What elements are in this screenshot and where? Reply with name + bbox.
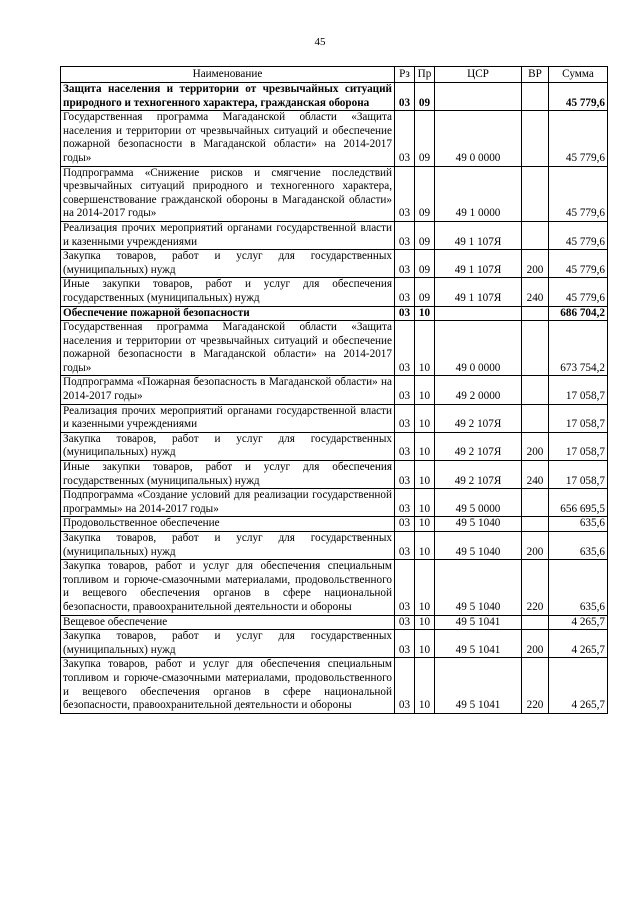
cell-csr bbox=[435, 83, 522, 111]
cell-name: Иные закупки товаров, работ и услуг для обеспечения государственных (муниципальных) нужд bbox=[61, 278, 395, 306]
cell-name: Закупка товаров, работ и услуг для государственных (муниципальных) нужд bbox=[61, 532, 395, 560]
cell-name: Закупка товаров, работ и услуг для государственных (муниципальных) нужд bbox=[61, 250, 395, 278]
cell-pr: 10 bbox=[415, 404, 435, 432]
table-row bbox=[61, 615, 608, 630]
table-row bbox=[61, 517, 608, 532]
cell-pr: 09 bbox=[415, 250, 435, 278]
cell-vr bbox=[522, 517, 549, 532]
cell-name: Подпрограмма «Снижение рисков и смягчение последствий чрезвычайных ситуаций природного и техногенного характера, совершенствование гражданской обороны в Магаданской области» на 2014-2017 годы» bbox=[61, 166, 395, 221]
cell-vr bbox=[522, 376, 549, 404]
cell-sum: 656 695,5 bbox=[549, 489, 608, 517]
cell-vr: 200 bbox=[522, 250, 549, 278]
cell-sum: 45 779,6 bbox=[549, 166, 608, 221]
cell-sum: 45 779,6 bbox=[549, 221, 608, 249]
cell-csr: 49 2 107Я bbox=[435, 432, 522, 460]
table-row bbox=[61, 166, 608, 221]
cell-csr: 49 1 107Я bbox=[435, 250, 522, 278]
cell-pr: 10 bbox=[415, 615, 435, 630]
cell-pr: 10 bbox=[415, 432, 435, 460]
cell-name: Закупка товаров, работ и услуг для государственных (муниципальных) нужд bbox=[61, 630, 395, 658]
cell-rz: 03 bbox=[395, 404, 415, 432]
cell-pr: 10 bbox=[415, 532, 435, 560]
table-row bbox=[61, 658, 608, 713]
cell-vr bbox=[522, 111, 549, 166]
table-row bbox=[61, 221, 608, 249]
cell-csr: 49 1 0000 bbox=[435, 166, 522, 221]
cell-name: Обеспечение пожарной безопасности bbox=[61, 306, 395, 321]
cell-rz: 03 bbox=[395, 658, 415, 713]
table-row bbox=[61, 111, 608, 166]
cell-name: Государственная программа Магаданской области «Защита населения и территории от чрезвычайных ситуаций и обеспечение пожарной безопасности в Магаданской области» на 2014-2017 годы» bbox=[61, 111, 395, 166]
cell-csr: 49 0 0000 bbox=[435, 111, 522, 166]
budget-table bbox=[60, 66, 608, 714]
table-row bbox=[61, 630, 608, 658]
cell-rz: 03 bbox=[395, 321, 415, 376]
cell-vr: 200 bbox=[522, 432, 549, 460]
table-row bbox=[61, 250, 608, 278]
cell-name: Закупка товаров, работ и услуг для обеспечения специальным топливом и горюче-смазочными материалами, продовольственного и вещевого обеспечения органов в сфере национальной безопасности, правоохранительной деятельности и обороны bbox=[61, 658, 395, 713]
cell-vr: 220 bbox=[522, 560, 549, 615]
cell-csr: 49 5 0000 bbox=[435, 489, 522, 517]
cell-pr: 10 bbox=[415, 376, 435, 404]
cell-rz: 03 bbox=[395, 489, 415, 517]
cell-vr bbox=[522, 404, 549, 432]
cell-name: Иные закупки товаров, работ и услуг для обеспечения государственных (муниципальных) нужд bbox=[61, 461, 395, 489]
cell-pr: 10 bbox=[415, 560, 435, 615]
table-row bbox=[61, 532, 608, 560]
cell-vr bbox=[522, 615, 549, 630]
table-row bbox=[61, 461, 608, 489]
cell-vr bbox=[522, 489, 549, 517]
table-row bbox=[61, 306, 608, 321]
cell-sum: 4 265,7 bbox=[549, 615, 608, 630]
cell-pr: 10 bbox=[415, 461, 435, 489]
cell-vr: 240 bbox=[522, 278, 549, 306]
cell-csr: 49 5 1040 bbox=[435, 517, 522, 532]
cell-csr bbox=[435, 306, 522, 321]
table-row bbox=[61, 321, 608, 376]
cell-csr: 49 5 1041 bbox=[435, 615, 522, 630]
cell-vr: 200 bbox=[522, 532, 549, 560]
table-body bbox=[61, 83, 608, 714]
cell-rz: 03 bbox=[395, 560, 415, 615]
cell-sum: 45 779,6 bbox=[549, 83, 608, 111]
cell-pr: 09 bbox=[415, 221, 435, 249]
cell-pr: 09 bbox=[415, 111, 435, 166]
table-row bbox=[61, 278, 608, 306]
cell-vr bbox=[522, 321, 549, 376]
column-header-name: Наименование bbox=[61, 67, 395, 83]
table-row bbox=[61, 376, 608, 404]
cell-sum: 635,6 bbox=[549, 517, 608, 532]
cell-sum: 45 779,6 bbox=[549, 250, 608, 278]
cell-sum: 17 058,7 bbox=[549, 432, 608, 460]
table-row bbox=[61, 83, 608, 111]
cell-vr bbox=[522, 221, 549, 249]
cell-csr: 49 5 1040 bbox=[435, 560, 522, 615]
cell-csr: 49 0 0000 bbox=[435, 321, 522, 376]
cell-rz: 03 bbox=[395, 517, 415, 532]
column-header-rz: Рз bbox=[395, 67, 415, 83]
table-row bbox=[61, 404, 608, 432]
cell-pr: 10 bbox=[415, 489, 435, 517]
cell-name: Вещевое обеспечение bbox=[61, 615, 395, 630]
cell-csr: 49 1 107Я bbox=[435, 278, 522, 306]
cell-sum: 673 754,2 bbox=[549, 321, 608, 376]
cell-csr: 49 2 0000 bbox=[435, 376, 522, 404]
cell-rz: 03 bbox=[395, 461, 415, 489]
cell-rz: 03 bbox=[395, 250, 415, 278]
cell-sum: 17 058,7 bbox=[549, 404, 608, 432]
cell-name: Защита населения и территории от чрезвычайных ситуаций природного и техногенного характера, гражданская оборона bbox=[61, 83, 395, 111]
cell-rz: 03 bbox=[395, 376, 415, 404]
cell-csr: 49 5 1040 bbox=[435, 532, 522, 560]
cell-name: Закупка товаров, работ и услуг для обеспечения специальным топливом и горюче-смазочными материалами, продовольственного и вещевого обеспечения органов в сфере национальной безопасности, правоохранительной деятельности и обороны bbox=[61, 560, 395, 615]
cell-rz: 03 bbox=[395, 615, 415, 630]
cell-rz: 03 bbox=[395, 630, 415, 658]
cell-name: Реализация прочих мероприятий органами государственной власти и казенными учреждениями bbox=[61, 221, 395, 249]
table-row bbox=[61, 489, 608, 517]
page-number: 45 bbox=[314, 36, 326, 48]
cell-vr bbox=[522, 83, 549, 111]
cell-rz: 03 bbox=[395, 278, 415, 306]
table-row bbox=[61, 432, 608, 460]
cell-csr: 49 2 107Я bbox=[435, 404, 522, 432]
cell-pr: 10 bbox=[415, 658, 435, 713]
cell-sum: 17 058,7 bbox=[549, 461, 608, 489]
column-header-vr: ВР bbox=[522, 67, 549, 83]
cell-rz: 03 bbox=[395, 532, 415, 560]
cell-vr: 220 bbox=[522, 658, 549, 713]
column-header-csr: ЦСР bbox=[435, 67, 522, 83]
cell-rz: 03 bbox=[395, 83, 415, 111]
cell-pr: 10 bbox=[415, 321, 435, 376]
table-header-row bbox=[61, 67, 608, 83]
cell-sum: 45 779,6 bbox=[549, 278, 608, 306]
cell-name: Закупка товаров, работ и услуг для государственных (муниципальных) нужд bbox=[61, 432, 395, 460]
column-header-sum: Сумма bbox=[549, 67, 608, 83]
cell-name: Продовольственное обеспечение bbox=[61, 517, 395, 532]
cell-name: Подпрограмма «Создание условий для реализации государственной программы» на 2014-2017 годы» bbox=[61, 489, 395, 517]
cell-name: Государственная программа Магаданской области «Защита населения и территории от чрезвычайных ситуаций и обеспечение пожарной безопасности в Магаданской области» на 2014-2017 годы» bbox=[61, 321, 395, 376]
cell-rz: 03 bbox=[395, 111, 415, 166]
cell-sum: 686 704,2 bbox=[549, 306, 608, 321]
cell-vr: 240 bbox=[522, 461, 549, 489]
cell-sum: 635,6 bbox=[549, 560, 608, 615]
cell-csr: 49 5 1041 bbox=[435, 658, 522, 713]
cell-rz: 03 bbox=[395, 166, 415, 221]
cell-rz: 03 bbox=[395, 306, 415, 321]
cell-sum: 17 058,7 bbox=[549, 376, 608, 404]
cell-pr: 10 bbox=[415, 630, 435, 658]
cell-sum: 45 779,6 bbox=[549, 111, 608, 166]
cell-rz: 03 bbox=[395, 221, 415, 249]
cell-vr: 200 bbox=[522, 630, 549, 658]
cell-vr bbox=[522, 306, 549, 321]
cell-sum: 635,6 bbox=[549, 532, 608, 560]
cell-csr: 49 1 107Я bbox=[435, 221, 522, 249]
cell-vr bbox=[522, 166, 549, 221]
cell-rz: 03 bbox=[395, 432, 415, 460]
cell-pr: 09 bbox=[415, 83, 435, 111]
cell-pr: 09 bbox=[415, 166, 435, 221]
cell-pr: 10 bbox=[415, 306, 435, 321]
cell-pr: 10 bbox=[415, 517, 435, 532]
cell-name: Реализация прочих мероприятий органами государственной власти и казенными учреждениями bbox=[61, 404, 395, 432]
cell-sum: 4 265,7 bbox=[549, 630, 608, 658]
cell-sum: 4 265,7 bbox=[549, 658, 608, 713]
column-header-pr: Пр bbox=[415, 67, 435, 83]
table-row bbox=[61, 560, 608, 615]
cell-csr: 49 2 107Я bbox=[435, 461, 522, 489]
cell-name: Подпрограмма «Пожарная безопасность в Магаданской области» на 2014-2017 годы» bbox=[61, 376, 395, 404]
cell-csr: 49 5 1041 bbox=[435, 630, 522, 658]
cell-pr: 09 bbox=[415, 278, 435, 306]
